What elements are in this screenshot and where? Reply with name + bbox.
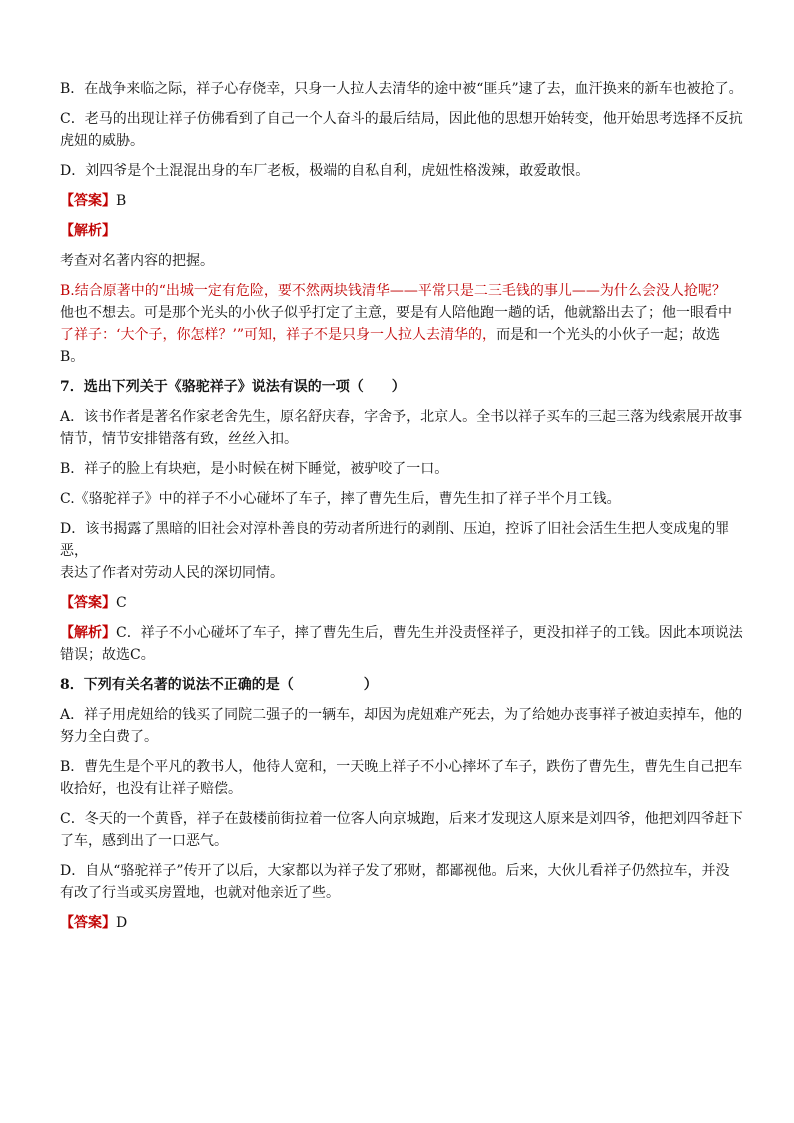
- q8-stem: 8．下列有关名著的说法不正确的是（ ）: [60, 677, 378, 693]
- answer-value: D: [116, 915, 128, 931]
- q8-option-c: C．冬天的一个黄昏，祥子在鼓楼前街拉着一位客人向京城跑，后来才发现这人原来是刘四爷，他把刘四爷赶下: [60, 811, 743, 827]
- q6-option-c: [60, 108, 744, 130]
- answer-value: B: [116, 193, 127, 209]
- q6-analysis-heading: [60, 220, 744, 242]
- q6-option-d: D．刘四爷是个土混混出身的车厂老板，极端的自私自利，虎妞性格泼辣，敢爱敢恨。: [60, 163, 590, 179]
- q8-answer: [60, 912, 744, 934]
- q7-stem: 7．选出下列关于《骆驼祥子》说法有误的一项（ ）: [60, 379, 406, 395]
- q7-option-d-cont: 表达了作者对劳动人民的深切同情。: [60, 565, 284, 581]
- q6-analysis-line5: B。: [60, 349, 85, 365]
- q6-option-b: B．在战争来临之际，祥子心存侥幸，只身一人拉人去清华的途中被“匪兵”逮了去，血汗换来的新车也被抢了。: [60, 81, 743, 97]
- q8-option-d: D．自从“骆驼祥子”传开了以后，大家都以为祥子发了邪财，都鄙视他。后来，大伙儿看祥子仍然拉车，并没: [60, 863, 730, 879]
- q7-analysis-cont: 错误；故选C。: [60, 647, 155, 663]
- q6-analysis-conclusion: 而是和一个光头的小伙子一起；故选: [496, 327, 721, 343]
- q6-answer: [60, 190, 744, 212]
- analysis-tag: 【解析】: [60, 223, 116, 239]
- q8-option-b-cont: 收拾好，也没有让祥子赔偿。: [60, 781, 242, 797]
- q7-option-d: D．该书揭露了黑暗的旧社会对淳朴善良的劳动者所进行的剥削、压迫，控诉了旧社会活生生把人变成鬼的罪恶，: [60, 521, 730, 559]
- q7-option-a-cont: 情节，情节安排错落有致，丝丝入扣。: [60, 431, 298, 447]
- q6-analysis-intro: 考查对名著内容的把握。: [60, 253, 214, 269]
- q7-option-c: C.《骆驼祥子》中的祥子不小心碰坏了车子，摔了曹先生后，曹先生扣了祥子半个月工钱。: [60, 491, 621, 507]
- q6-analysis-line3: 他也不想去。可是那个光头的小伙子似乎打定了主意，要是有人陪他跑一趟的话，他就豁出去了；他一眼看中: [60, 305, 732, 321]
- q7-option-a: A．该书作者是著名作家老舍先生，原名舒庆春，字舍予，北京人。全书以祥子买车的三起三落为线索展开故事: [60, 409, 743, 425]
- q8-option-d-cont: 有改了行当或买房置地，也就对他亲近了些。: [60, 885, 340, 901]
- q6-analysis-line4: [60, 324, 744, 346]
- q6-option-c-cont: 虎妞的威胁。: [60, 133, 144, 149]
- answer-tag: 【答案】: [60, 595, 116, 611]
- q7-analysis: [60, 622, 744, 644]
- q7-option-b: B．祥子的脸上有块疤，是小时候在树下睡觉，被驴咬了一口。: [60, 461, 449, 477]
- q6-analysis-line2: B.结合原著中的“出城一定有危险，要不然两块钱清华——平常只是二三毛钱的事儿——为什么会没人抢呢？: [60, 283, 726, 299]
- answer-tag: 【答案】: [60, 915, 116, 931]
- q8-option-c-cont: 了车，感到出了一口恶气。: [60, 833, 228, 849]
- q8-option-b: B．曹先生是个平凡的教书人，他待人宽和，一天晚上祥子不小心摔坏了车子，跌伤了曹先生，曹先生自己把车: [60, 759, 743, 775]
- q8-option-a: A．祥子用虎妞给的钱买了同院二强子的一辆车，却因为虎妞难产死去，为了给她办丧事祥子被迫卖掉车，他的: [60, 707, 743, 723]
- q7-answer: [60, 592, 744, 614]
- q6-analysis-quote: 了祥子：‘大个子，你怎样？’”可知，祥子不是只身一人拉人去清华的，: [60, 327, 497, 343]
- q8-option-a-cont: 努力全白费了。: [60, 729, 158, 745]
- q6-option-c-line1: C．老马的出现让祥子仿佛看到了自己一个人奋斗的最后结局，因此他的思想开始转变，他开始思考选择不反抗: [60, 111, 743, 127]
- answer-value: C: [116, 595, 127, 611]
- q7-analysis-text: C．祥子不小心碰坏了车子，摔了曹先生后，曹先生并没责怪祥子，更没扣祥子的工钱。因此本项说法: [116, 625, 743, 641]
- analysis-tag: 【解析】: [60, 625, 116, 641]
- answer-tag: 【答案】: [60, 193, 116, 209]
